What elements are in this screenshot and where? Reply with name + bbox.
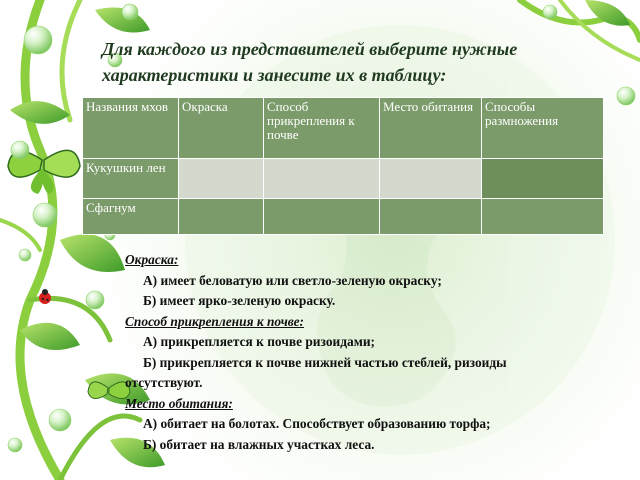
header-cell-attachment: Способ прикрепления к почве bbox=[264, 98, 380, 159]
row-label-sfagnum: Сфагнум bbox=[83, 199, 179, 235]
table-cell[interactable] bbox=[179, 199, 264, 235]
header-cell-color: Окраска bbox=[179, 98, 264, 159]
option-item: Б) прикрепляется к почве нижней частью стеблей, ризоиды bbox=[143, 354, 507, 370]
row-label-kukushkin-len: Кукушкин лен bbox=[83, 159, 179, 199]
table-cell[interactable] bbox=[380, 199, 482, 235]
characteristics-list bbox=[125, 250, 605, 455]
table-cell[interactable] bbox=[482, 159, 604, 199]
table-row bbox=[83, 199, 604, 235]
table-cell[interactable] bbox=[264, 199, 380, 235]
page-title: Для каждого из представителей выберите нужные характеристики и занесите их в таблицу: bbox=[102, 39, 518, 85]
option-item: А) обитает на болотах. Способствует образованию торфа; bbox=[143, 416, 491, 431]
option-item: А) имеет беловатую или светло-зеленую окраску; bbox=[143, 272, 442, 288]
header-cell-habitat: Место обитания bbox=[380, 98, 482, 159]
section-heading-habitat: Место обитания: bbox=[125, 395, 233, 411]
table-cell[interactable] bbox=[482, 199, 604, 235]
table-header-row bbox=[83, 98, 604, 159]
characteristics-table bbox=[82, 97, 604, 235]
section-heading-attachment: Способ прикрепления к почве: bbox=[125, 313, 304, 329]
table-cell[interactable] bbox=[380, 159, 482, 199]
option-item: Б) имеет ярко-зеленую окраску. bbox=[143, 293, 336, 308]
ladybug-icon bbox=[39, 289, 51, 304]
table-row bbox=[83, 159, 604, 199]
option-item-continuation: отсутствуют. bbox=[125, 375, 203, 390]
section-heading-color: Окраска: bbox=[125, 252, 179, 267]
table-cell[interactable] bbox=[264, 159, 380, 199]
option-item: Б) обитает на влажных участках леса. bbox=[143, 436, 375, 452]
header-cell-names: Названия мхов bbox=[83, 98, 179, 159]
header-cell-reproduction: Способы размножения bbox=[482, 98, 604, 159]
option-item: А) прикрепляется к почве ризоидами; bbox=[143, 334, 375, 349]
table-cell[interactable] bbox=[179, 159, 264, 199]
